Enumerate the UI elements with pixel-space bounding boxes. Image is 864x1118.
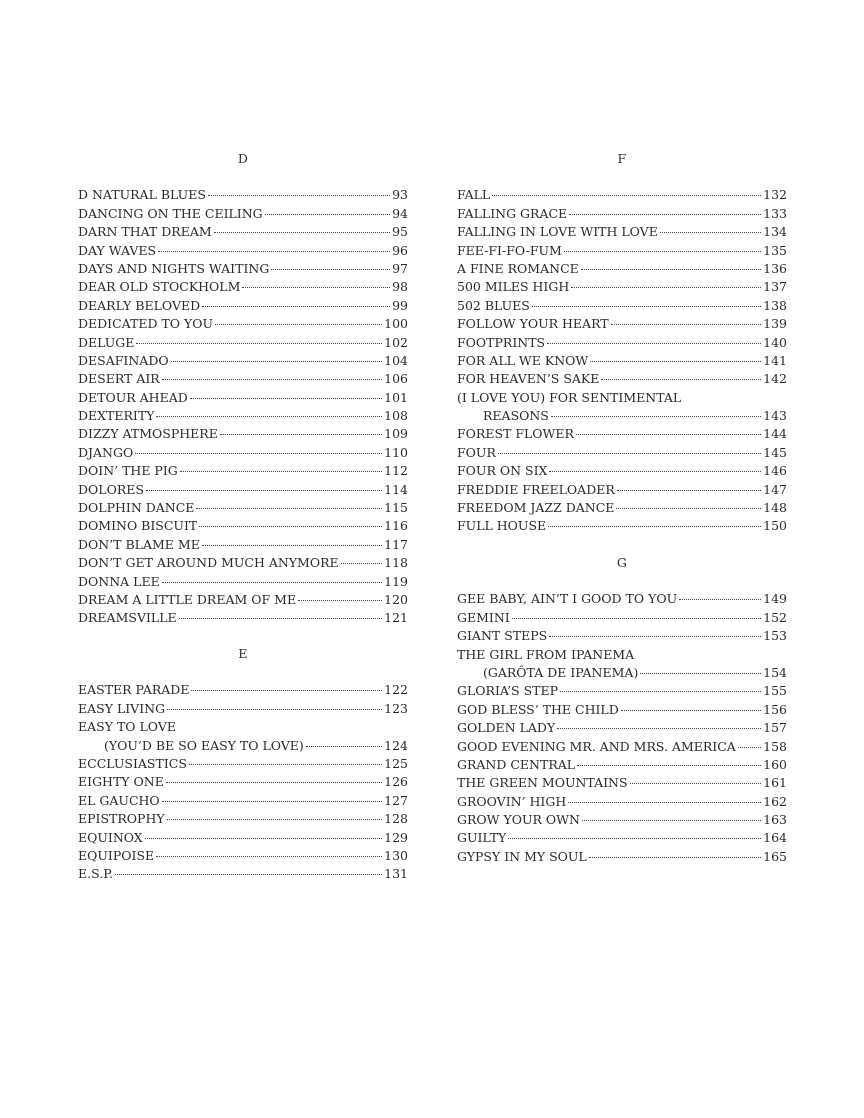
index-entry [457, 260, 787, 278]
index-entry [78, 865, 408, 883]
index-entry [78, 186, 408, 204]
index-entry [457, 407, 787, 425]
entry-title: DEAR OLD STOCKHOLM [78, 279, 241, 295]
entry-page-number: 124 [384, 737, 408, 753]
entry-title: DOLORES [78, 481, 144, 497]
entry-page-number: 109 [384, 426, 408, 442]
dot-leader [547, 343, 761, 344]
entry-page-number: 128 [384, 811, 408, 827]
entry-page-number: 146 [763, 463, 787, 479]
dot-leader [156, 856, 382, 857]
index-entry [457, 334, 787, 352]
dot-leader [171, 361, 383, 362]
dot-leader [265, 214, 390, 215]
entry-title: GOOD EVENING MR. AND MRS. AMERICA [457, 738, 736, 754]
entry-page-number: 133 [763, 205, 787, 221]
entry-page-number: 134 [763, 224, 787, 240]
entry-page-number: 137 [763, 279, 787, 295]
entry-page-number: 145 [763, 444, 787, 460]
entry-title: DREAMSVILLE [78, 610, 177, 626]
entry-title: (YOU’D BE SO EASY TO LOVE) [104, 737, 304, 753]
index-entry [457, 701, 787, 719]
dot-leader [196, 508, 382, 509]
index-entry [78, 737, 408, 755]
index-entry [78, 370, 408, 388]
index-entry [78, 242, 408, 260]
entry-page-number: 142 [763, 371, 787, 387]
dot-leader [162, 379, 382, 380]
index-entry [78, 847, 408, 865]
entry-page-number: 149 [763, 591, 787, 607]
index-entry [78, 352, 408, 370]
entry-title: FREEDOM JAZZ DANCE [457, 500, 615, 516]
section-e [78, 645, 408, 884]
index-entry [457, 609, 787, 627]
entry-title: DOIN’ THE PIG [78, 463, 178, 479]
entry-page-number: 115 [384, 500, 408, 516]
entry-page-number: 153 [763, 628, 787, 644]
entry-title: GUILTY [457, 830, 507, 846]
index-entry [457, 205, 787, 223]
entry-title: FOUR ON SIX [457, 463, 548, 479]
dot-leader [215, 324, 382, 325]
entry-page-number: 95 [392, 224, 408, 240]
entry-page-number: 98 [392, 279, 408, 295]
dot-leader [202, 306, 390, 307]
dot-leader [589, 857, 761, 858]
dot-leader [167, 819, 383, 820]
index-entry [457, 481, 787, 499]
index-entry [457, 315, 787, 333]
index-entry [457, 756, 787, 774]
entry-title: ECCLUSIASTICS [78, 755, 187, 771]
index-entry [78, 755, 408, 773]
entry-title: FOREST FLOWER [457, 426, 574, 442]
dot-leader [214, 232, 390, 233]
entry-page-number: 157 [763, 720, 787, 736]
entry-page-number: 163 [763, 812, 787, 828]
entry-title: DON’T GET AROUND MUCH ANYMORE [78, 555, 339, 571]
index-entry-title-line: THE GIRL FROM IPANEMA [457, 646, 635, 662]
dot-leader [146, 490, 382, 491]
dot-leader [162, 582, 382, 583]
entry-title: DETOUR AHEAD [78, 389, 188, 405]
dot-leader [341, 563, 383, 564]
entry-title: EPISTROPHY [78, 811, 165, 827]
entry-title: E.S.P. [78, 866, 114, 882]
index-entry [78, 700, 408, 718]
dot-leader [640, 673, 761, 674]
entry-page-number: 99 [392, 297, 408, 313]
index-entry [457, 186, 787, 204]
dot-leader [158, 251, 390, 252]
entry-title: DESERT AIR [78, 371, 160, 387]
entry-title: DONNA LEE [78, 573, 160, 589]
entry-title: DELUGE [78, 334, 135, 350]
entry-page-number: 148 [763, 500, 787, 516]
entry-page-number: 102 [384, 334, 408, 350]
entry-page-number: 119 [384, 573, 408, 589]
index-entry [78, 444, 408, 462]
entry-page-number: 120 [384, 591, 408, 607]
dot-leader [582, 820, 761, 821]
entry-page-number: 106 [384, 371, 408, 387]
entry-page-number: 144 [763, 426, 787, 442]
entry-title: DAY WAVES [78, 242, 157, 258]
index-entry [78, 810, 408, 828]
dot-leader [738, 747, 761, 748]
entry-page-number: 136 [763, 260, 787, 276]
entry-title: FULL HOUSE [457, 518, 547, 534]
dot-leader [581, 269, 761, 270]
index-entry [78, 407, 408, 425]
dot-leader [549, 636, 761, 637]
dot-leader [492, 195, 761, 196]
dot-leader [190, 398, 382, 399]
entry-title: FOLLOW YOUR HEART [457, 316, 609, 332]
entry-title: FOOTPRINTS [457, 334, 546, 350]
index-entry [457, 719, 787, 737]
entry-title: REASONS [483, 408, 549, 424]
section-letter-heading: G [616, 555, 628, 570]
entry-title: DARN THAT DREAM [78, 224, 212, 240]
entry-page-number: 110 [384, 444, 408, 460]
index-entry [78, 773, 408, 791]
index-entry [78, 278, 408, 296]
index-entry [78, 389, 408, 407]
entry-title: GROOVIN’ HIGH [457, 793, 567, 809]
entry-title: GEMINI [457, 609, 510, 625]
dot-leader [202, 545, 382, 546]
dot-leader [560, 691, 761, 692]
index-entry [78, 499, 408, 517]
entry-title: FREDDIE FREELOADER [457, 481, 615, 497]
entry-page-number: 123 [384, 700, 408, 716]
index-entry [78, 297, 408, 315]
entry-title: DANCING ON THE CEILING [78, 205, 263, 221]
dot-leader [532, 306, 761, 307]
dot-leader [189, 764, 382, 765]
index-entry [78, 205, 408, 223]
section-letter-heading: E [238, 646, 248, 661]
entry-page-number: 143 [763, 408, 787, 424]
dot-leader [660, 232, 761, 233]
entry-title: A FINE ROMANCE [457, 260, 579, 276]
dot-leader [199, 526, 382, 527]
dot-leader [242, 287, 390, 288]
dot-leader [564, 251, 761, 252]
entry-title: GOLDEN LADY [457, 720, 556, 736]
index-entry [457, 242, 787, 260]
index-entry [457, 811, 787, 829]
dot-leader [679, 599, 761, 600]
entry-title: FOUR [457, 444, 496, 460]
entry-title: DEARLY BELOVED [78, 297, 201, 313]
entry-page-number: 125 [384, 755, 408, 771]
entry-title: DOLPHIN DANCE [78, 500, 195, 516]
entry-page-number: 164 [763, 830, 787, 846]
dot-leader [145, 838, 382, 839]
entry-title: GIANT STEPS [457, 628, 548, 644]
index-entry [457, 517, 787, 535]
entry-page-number: 97 [392, 260, 408, 276]
dot-leader [220, 434, 382, 435]
entry-page-number: 122 [384, 682, 408, 698]
dot-leader [136, 343, 382, 344]
entry-page-number: 135 [763, 242, 787, 258]
entry-page-number: 155 [763, 683, 787, 699]
index-entry [78, 462, 408, 480]
entry-title: EIGHTY ONE [78, 774, 164, 790]
dot-leader [621, 710, 761, 711]
entry-title: D NATURAL BLUES [78, 187, 206, 203]
index-entry [457, 627, 787, 645]
index-entry [457, 370, 787, 388]
dot-leader [179, 618, 383, 619]
dot-leader [569, 214, 761, 215]
entry-page-number: 96 [392, 242, 408, 258]
entry-title: GYPSY IN MY SOUL [457, 848, 587, 864]
dot-leader [508, 838, 761, 839]
section-g [457, 554, 787, 866]
entry-title: EQUINOX [78, 829, 143, 845]
index-entry [78, 591, 408, 609]
index-entry [457, 738, 787, 756]
index-entry [457, 352, 787, 370]
dot-leader [498, 453, 761, 454]
index-entry [78, 573, 408, 591]
dot-leader [568, 802, 761, 803]
entry-title: EASTER PARADE [78, 682, 190, 698]
entry-page-number: 141 [763, 352, 787, 368]
dot-leader [306, 746, 382, 747]
entry-title: DIZZY ATMOSPHERE [78, 426, 218, 442]
dot-leader [156, 416, 382, 417]
index-entry [78, 425, 408, 443]
index-entry [78, 536, 408, 554]
entry-title: DREAM A LITTLE DREAM OF ME [78, 591, 297, 607]
dot-leader [571, 287, 761, 288]
entry-page-number: 127 [384, 792, 408, 808]
dot-leader [298, 600, 382, 601]
entry-page-number: 131 [384, 866, 408, 882]
dot-leader [191, 690, 382, 691]
entry-title: GEE BABY, AIN’T I GOOD TO YOU [457, 591, 678, 607]
index-entry [457, 297, 787, 315]
entry-title: DEXTERITY [78, 408, 155, 424]
dot-leader [549, 471, 761, 472]
entry-page-number: 165 [763, 848, 787, 864]
entry-title: EQUIPOISE [78, 847, 155, 863]
entry-title: THE GREEN MOUNTAINS [457, 775, 628, 791]
index-entry [457, 462, 787, 480]
dot-leader [512, 618, 761, 619]
entry-title: FOR ALL WE KNOW [457, 352, 589, 368]
index-entry [457, 682, 787, 700]
entry-title: 502 BLUES [457, 297, 530, 313]
entry-title: 500 MILES HIGH [457, 279, 570, 295]
dot-leader [611, 324, 762, 325]
section-f [457, 150, 787, 536]
dot-leader [577, 765, 761, 766]
dot-leader [617, 490, 761, 491]
entry-title: GRAND CENTRAL [457, 756, 576, 772]
index-entry [457, 793, 787, 811]
entry-page-number: 118 [384, 555, 408, 571]
entry-title: FALL [457, 187, 491, 203]
index-entry [457, 278, 787, 296]
dot-leader [616, 508, 761, 509]
index-entry [457, 425, 787, 443]
dot-leader [135, 453, 382, 454]
dot-leader [548, 526, 761, 527]
index-entry-title-line: (I LOVE YOU) FOR SENTIMENTAL [457, 389, 682, 405]
index-entry [457, 829, 787, 847]
index-entry [457, 664, 787, 682]
index-entry [457, 444, 787, 462]
dot-leader [551, 416, 761, 417]
dot-leader [576, 434, 761, 435]
entry-title: FALLING IN LOVE WITH LOVE [457, 224, 658, 240]
entry-page-number: 108 [384, 408, 408, 424]
entry-page-number: 162 [763, 793, 787, 809]
entry-page-number: 121 [384, 610, 408, 626]
entry-page-number: 93 [392, 187, 408, 203]
dot-leader [162, 801, 382, 802]
index-entry [78, 481, 408, 499]
entry-title: FALLING GRACE [457, 205, 568, 221]
entry-page-number: 112 [384, 463, 408, 479]
entry-title: FOR HEAVEN’S SAKE [457, 371, 600, 387]
entry-title: DOMINO BISCUIT [78, 518, 198, 534]
entry-page-number: 132 [763, 187, 787, 203]
index-entry [78, 554, 408, 572]
index-entry [457, 499, 787, 517]
index-entry [78, 609, 408, 627]
entry-page-number: 100 [384, 316, 408, 332]
dot-leader [630, 783, 762, 784]
index-entry [78, 681, 408, 699]
entry-page-number: 94 [392, 205, 408, 221]
entry-page-number: 138 [763, 297, 787, 313]
entry-page-number: 150 [763, 518, 787, 534]
section-letter-heading: F [617, 151, 627, 166]
dot-leader [166, 782, 382, 783]
entry-page-number: 126 [384, 774, 408, 790]
entry-title: EASY LIVING [78, 700, 166, 716]
entry-title: FEE-FI-FO-FUM [457, 242, 562, 258]
section-d [78, 150, 408, 628]
entry-page-number: 154 [763, 664, 787, 680]
entry-page-number: 114 [384, 481, 408, 497]
dot-leader [590, 361, 761, 362]
section-letter-heading: D [237, 151, 249, 166]
entry-page-number: 116 [384, 518, 408, 534]
entry-page-number: 101 [384, 389, 408, 405]
dot-leader [208, 195, 390, 196]
dot-leader [115, 874, 382, 875]
entry-page-number: 130 [384, 847, 408, 863]
index-entry [457, 848, 787, 866]
index-entry-title-line: EASY TO LOVE [78, 719, 176, 735]
entry-page-number: 104 [384, 352, 408, 368]
entry-title: GLORIA’S STEP [457, 683, 559, 699]
index-entry [457, 774, 787, 792]
index-entry [78, 334, 408, 352]
entry-title: EL GAUCHO [78, 792, 160, 808]
entry-title: DJANGO [78, 444, 134, 460]
entry-title: DESAFINADO [78, 352, 169, 368]
index-entry [457, 223, 787, 241]
entry-title: (GARÔTA DE IPANEMA) [483, 664, 639, 680]
entry-page-number: 139 [763, 316, 787, 332]
entry-page-number: 147 [763, 481, 787, 497]
index-entry [78, 517, 408, 535]
entry-page-number: 152 [763, 609, 787, 625]
dot-leader [167, 709, 382, 710]
entry-title: GROW YOUR OWN [457, 812, 580, 828]
dot-leader [180, 471, 382, 472]
entry-page-number: 158 [763, 738, 787, 754]
index-entry [457, 590, 787, 608]
entry-page-number: 117 [384, 536, 408, 552]
entry-page-number: 156 [763, 701, 787, 717]
entry-title: DON’T BLAME ME [78, 536, 200, 552]
index-entry [78, 792, 408, 810]
index-entry [78, 260, 408, 278]
entry-title: DAYS AND NIGHTS WAITING [78, 260, 270, 276]
entry-title: DEDICATED TO YOU [78, 316, 214, 332]
index-entry [78, 223, 408, 241]
dot-leader [557, 728, 761, 729]
entry-page-number: 161 [763, 775, 787, 791]
dot-leader [601, 379, 761, 380]
index-entry [78, 829, 408, 847]
entry-page-number: 140 [763, 334, 787, 350]
index-entry [78, 315, 408, 333]
entry-page-number: 160 [763, 756, 787, 772]
entry-title: GOD BLESS’ THE CHILD [457, 701, 619, 717]
dot-leader [271, 269, 390, 270]
entry-page-number: 129 [384, 829, 408, 845]
